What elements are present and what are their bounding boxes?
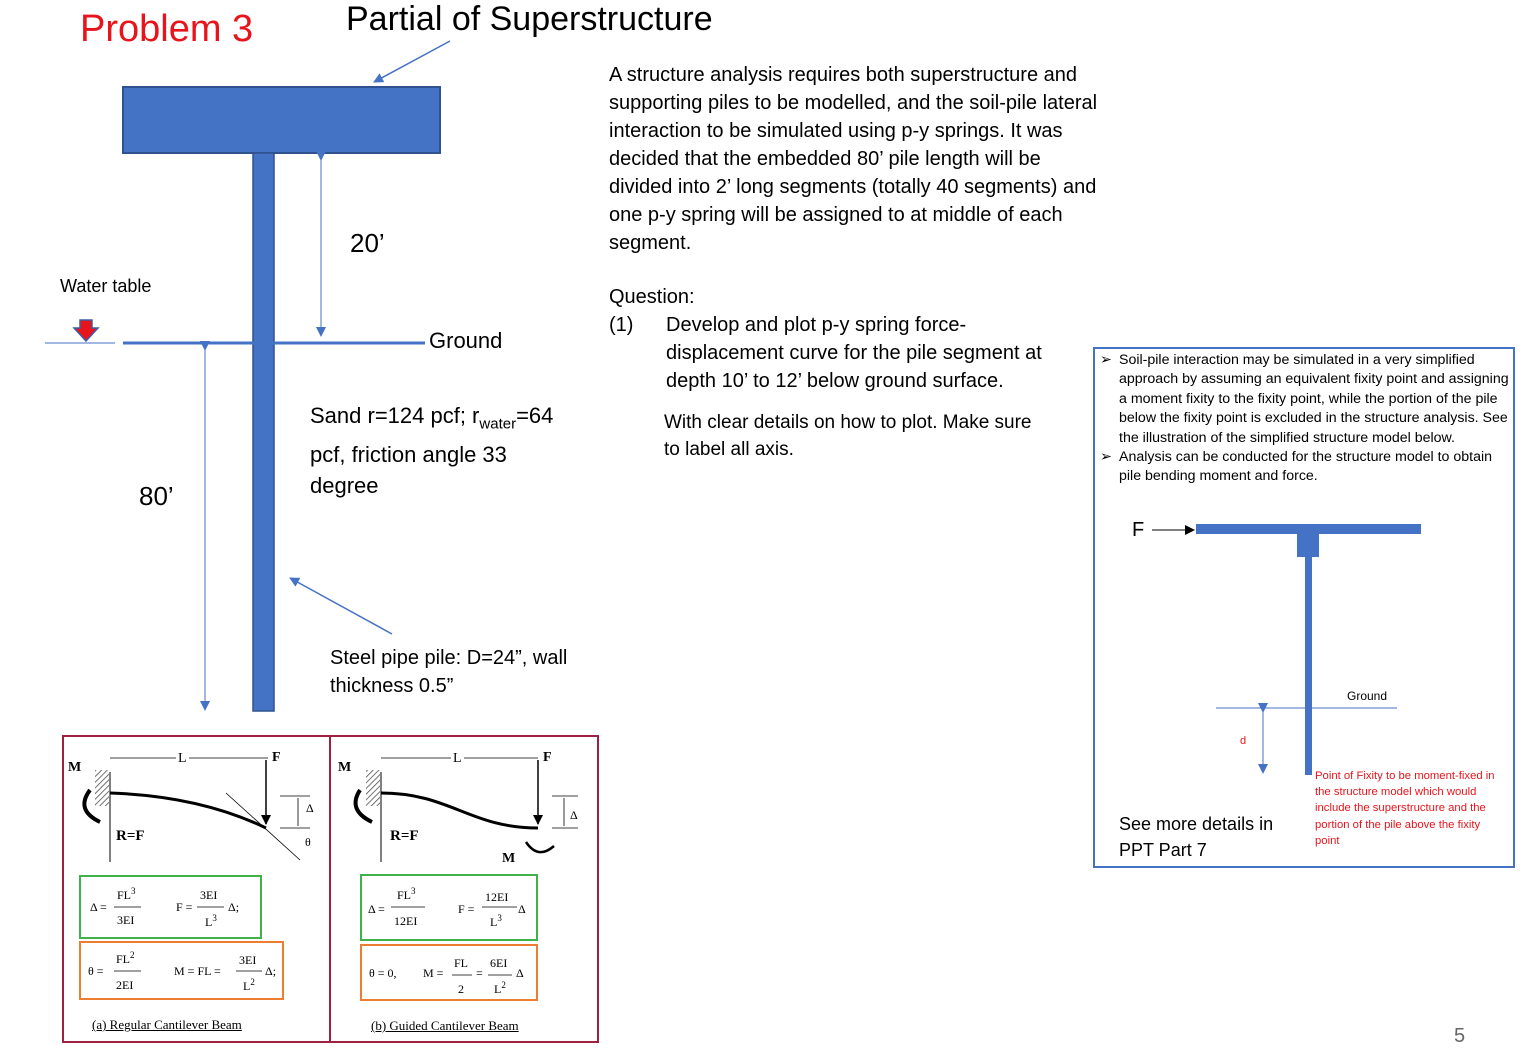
bullet-arrow-icon: ➢ (1100, 352, 1112, 368)
soil-properties: Sand r=124 pcf; $r_{water}=64$ pcf, friction angle 33 degree (310, 403, 554, 499)
left-eq4-den: $L^2$ (243, 977, 255, 993)
right-eq3-num2: 6EI (490, 956, 508, 970)
pile-properties: Steel pipe pile: D=24”, wall thickness 0.5” (330, 647, 568, 697)
fixity-note: Point of Fixity to be moment-fixed in the structure model which would include the superstructure and the portion of the pile above the fixity point (1315, 770, 1495, 847)
problem-description: A structure analysis requires both superstructure and supporting piles to be modelled, and the soil-pile lateral interaction to be simulated using p-y springs. It was decided that the embedded 80’ pile length will be divided into 2’ long segments (totally 40 segments) and one p-y spring will be assigned to at middle of each segment. (609, 64, 1098, 254)
left-eq2-rhs: Δ; (228, 900, 240, 914)
model-ground-label: Ground (1347, 689, 1388, 703)
left-eq3-den: 2EI (116, 978, 134, 992)
page-number: 5 (1454, 1025, 1466, 1047)
right-force-label: F (543, 750, 552, 765)
right-eq1-num: $FL^3$ (397, 886, 416, 902)
left-eq2-lhs: F = (176, 900, 193, 914)
right-eq2-num: 12EI (485, 890, 509, 904)
force-label: F (1132, 519, 1145, 541)
question-text: Develop and plot p-y spring force-displacement curve for the pile segment at depth 10’ to 12’ below ground surface. (666, 314, 1042, 392)
right-eq3-num: FL (454, 956, 469, 970)
left-eq4-rhs: Δ; (265, 964, 277, 978)
left-beam-caption: (a) Regular Cantilever Beam (92, 1017, 242, 1032)
left-eq1-lhs: Δ = (90, 900, 107, 914)
right-delta-label: Δ (570, 808, 578, 822)
problem-title: Problem 3 (80, 8, 254, 50)
left-force-label: F (272, 750, 281, 765)
regular-cantilever-sketch (80, 758, 310, 999)
bullet-item: ➢ Soil-pile interaction may be simulated in a very simplified approach by assuming an equivalent fixity point and assigning a moment fixity to the fixity point, while the portion of the pile below the fixity point is excluded in the structure analysis. See the illustration of the simplified structure model below. (1100, 352, 1509, 446)
dimension-20-label: 20’ (350, 228, 385, 258)
left-eq2-num: 3EI (200, 888, 218, 902)
bullet-arrow-icon: ➢ (1100, 449, 1112, 466)
left-eq3-num: $FL^2$ (116, 950, 135, 966)
ground-label: Ground (429, 328, 503, 353)
water-table-label: Water table (60, 276, 152, 296)
right-eq1-lhs: Δ = (368, 902, 385, 916)
left-length-label: L (178, 751, 187, 766)
right-beam-caption: (b) Guided Cantilever Beam (371, 1018, 519, 1033)
main-title: Partial of Superstructure (346, 0, 713, 38)
right-eq3-eq: = (476, 966, 483, 980)
question-note: With clear details on how to plot. Make sure to label all axis. (664, 412, 1032, 460)
left-theta-label: θ (305, 835, 311, 849)
right-eq2-rhs: Δ (518, 902, 526, 916)
left-eq4-lhs: M = FL = (174, 964, 221, 978)
dimension-80-label: 80’ (139, 481, 174, 511)
left-eq3-lhs: θ = (88, 964, 104, 978)
right-end-moment-label: M (502, 851, 516, 866)
left-eq1-den: 3EI (117, 913, 135, 927)
right-eq1-den: 12EI (394, 914, 418, 928)
right-eq3-mid: M = (423, 966, 444, 980)
bullet-item: ➢ Analysis can be conducted for the structure model to obtain pile bending moment and force. (1100, 449, 1493, 485)
depth-label: d (1240, 735, 1247, 747)
left-moment-label: M (68, 760, 82, 775)
left-eq1-num: $FL^3$ (117, 886, 136, 902)
right-length-label: L (453, 751, 462, 766)
right-eq3-den2: $L^2$ (494, 980, 506, 996)
right-eq3-lhs: θ = 0, (369, 966, 397, 980)
right-reaction-label: R=F (390, 828, 419, 844)
right-moment-label: M (338, 760, 352, 775)
right-eq3-den: 2 (458, 982, 464, 996)
left-reaction-label: R=F (116, 828, 145, 844)
right-eq2-lhs: F = (458, 902, 475, 916)
left-eq2-den: $L^3$ (205, 913, 217, 929)
left-eq4-num: 3EI (239, 953, 257, 967)
right-eq2-den: $L^3$ (490, 913, 502, 929)
question-number: (1) (609, 314, 634, 336)
question-label: Question: (609, 286, 695, 308)
right-eq3-rhs: Δ (516, 966, 524, 980)
left-delta-label: Δ (306, 801, 314, 815)
see-more-note: See more details in PPT Part 7 (1119, 814, 1274, 860)
